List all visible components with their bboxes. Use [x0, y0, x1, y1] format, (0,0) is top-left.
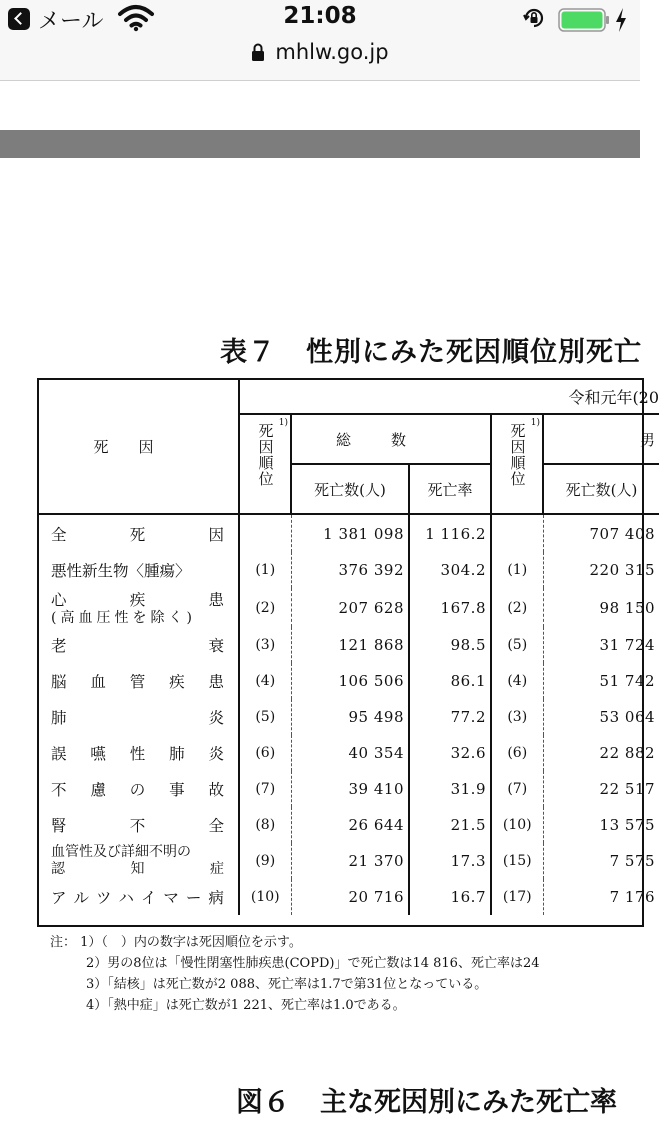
cause-char: 疾	[129, 591, 146, 609]
cause-char: 肺	[51, 709, 67, 727]
battery-level	[562, 12, 603, 29]
header-cause: 死因	[39, 380, 239, 514]
male-deaths-cell: 220 315	[543, 552, 659, 588]
total-deaths-cell: 26 644	[291, 807, 409, 843]
header-male: 男	[543, 414, 659, 464]
cause-char: 衰	[208, 637, 224, 655]
total-deaths-cell: 376 392	[291, 552, 409, 588]
cause-sub: (高血圧性を除く)	[51, 610, 196, 626]
cause-name	[51, 778, 238, 800]
total-rank-cell: (3)	[239, 627, 291, 663]
table-number: 表７	[220, 337, 276, 368]
header-male-rank	[491, 414, 543, 514]
male-rank-cell: (5)	[507, 637, 528, 653]
total-rank-cell: (10)	[239, 879, 291, 915]
cause-char: 患	[208, 591, 224, 609]
total-rate-cell: 17.3	[409, 843, 491, 879]
cause-char: ツ	[95, 889, 112, 907]
figure-title	[236, 1080, 617, 1119]
table-notes	[50, 932, 640, 1016]
header-row-1	[39, 380, 659, 414]
figure-number: 図６	[236, 1087, 290, 1118]
cause-cell	[39, 663, 239, 699]
clock: 21:08	[283, 3, 357, 29]
male-rank-cell: (3)	[507, 709, 528, 725]
male-deaths-cell: 707 408	[543, 514, 659, 552]
table-title-text: 性別にみた死因順位別死亡	[306, 337, 642, 368]
header-rank-label-male: 死因順位	[508, 423, 527, 487]
cause-char: 血	[90, 673, 106, 691]
total-rate-cell: 32.6	[409, 735, 491, 771]
cause-cell	[39, 699, 239, 735]
cause-char: 不	[129, 817, 146, 835]
male-rank-cell: (17)	[502, 889, 532, 905]
address-bar[interactable]	[0, 40, 640, 64]
cause-char: イ	[140, 889, 157, 907]
male-deaths-cell: 7 176	[543, 879, 659, 915]
male-rank-cell: (4)	[507, 673, 528, 689]
total-rank-cell: (6)	[239, 735, 291, 771]
total-deaths-cell: 20 716	[291, 879, 409, 915]
male-rank-cell: (2)	[507, 599, 528, 616]
page-banner	[0, 130, 640, 158]
cause-char: 嚥	[90, 745, 106, 763]
header-year	[239, 380, 659, 414]
cause-char: 全	[208, 817, 224, 835]
figure-title-text: 主な死因別にみた死亡率	[320, 1087, 617, 1118]
mortality-table-frame	[37, 378, 659, 927]
cause-char: 症	[210, 861, 224, 877]
male-deaths-cell: 98 150	[543, 588, 659, 627]
cause-char: 患	[208, 673, 224, 691]
lock-icon	[251, 43, 265, 61]
cause-char: 悪性新生物〈腫瘍〉	[51, 562, 191, 580]
table-row	[39, 588, 659, 627]
total-rank-cell: (8)	[239, 807, 291, 843]
total-rank-cell: (7)	[239, 771, 291, 807]
cause-char: ー	[185, 889, 202, 907]
male-rank-cell: (7)	[507, 781, 528, 797]
male-rank-cell	[491, 514, 543, 552]
table-body	[39, 514, 659, 915]
cause-char: 疾	[169, 673, 185, 691]
cause-char: 老	[51, 637, 67, 655]
rotation-lock-icon	[522, 6, 546, 30]
note-2: 2）男の8位は「慢性閉塞性肺疾患(COPD)」で死亡数は14 816、死亡率は24	[86, 956, 540, 971]
cause-cell	[39, 771, 239, 807]
cause-name	[51, 634, 238, 656]
table-row	[39, 771, 659, 807]
cause-char: 慮	[90, 781, 106, 799]
cause-char: ハ	[118, 889, 134, 907]
cause-char: 脳	[51, 673, 67, 691]
total-deaths-cell: 1 381 098	[291, 514, 409, 552]
cause-cell	[39, 843, 239, 879]
cause-name	[51, 523, 238, 545]
table-row	[39, 843, 659, 879]
male-rank-cell: (15)	[502, 853, 532, 869]
cause-line-1: 血管性及び詳細不明の	[51, 844, 191, 860]
cause-char: 全	[51, 525, 67, 544]
cause-name	[51, 814, 238, 836]
table-row	[39, 663, 659, 699]
header-year-text: 令和元年(20	[568, 388, 659, 407]
cause-cell	[39, 735, 239, 771]
cause-name	[51, 559, 238, 581]
cause-char: 管	[129, 673, 146, 691]
total-deaths-cell: 121 868	[291, 627, 409, 663]
total-rate-cell: 86.1	[409, 663, 491, 699]
table-row	[39, 879, 659, 915]
male-deaths-cell: 7 575	[543, 843, 659, 879]
table-row	[39, 552, 659, 588]
cause-char: 心	[51, 591, 67, 609]
header-male-deaths: 死亡数(人)	[543, 464, 659, 514]
table-row	[39, 699, 659, 735]
male-rank-cell: (1)	[507, 562, 528, 578]
total-rank-cell: (5)	[239, 699, 291, 735]
cause-name	[51, 670, 238, 692]
status-bar	[0, 0, 640, 81]
male-deaths-cell: 22 517	[543, 771, 659, 807]
cause-char: の	[129, 781, 146, 799]
total-rank-cell: (2)	[239, 588, 291, 627]
header-rate: 死亡率	[409, 464, 491, 514]
back-to-mail-link[interactable]: メール	[38, 9, 104, 34]
total-deaths-cell: 106 506	[291, 663, 409, 699]
total-rate-cell: 77.2	[409, 699, 491, 735]
total-rate-cell: 304.2	[409, 552, 491, 588]
total-deaths-cell: 21 370	[291, 843, 409, 879]
note-1	[50, 932, 640, 953]
total-deaths-cell: 95 498	[291, 699, 409, 735]
note-3: 3）「結核」は死亡数が2 088、死亡率は1.7で第31位となっている。	[86, 977, 488, 992]
total-rank-cell: (1)	[239, 552, 291, 588]
cause-char: 死	[129, 525, 146, 544]
cause-cell	[39, 807, 239, 843]
cause-name	[51, 706, 238, 728]
cause-cell	[39, 552, 239, 588]
cause-char: 故	[208, 781, 224, 799]
note-4: 4）「熱中症」は死亡数が1 221、死亡率は1.0である。	[86, 998, 406, 1013]
total-rate-cell: 98.5	[409, 627, 491, 663]
cause-name	[51, 588, 238, 610]
total-rank-cell: (9)	[239, 843, 291, 879]
cause-char: 病	[208, 889, 224, 907]
table-title	[220, 330, 642, 369]
cause-char: ル	[73, 889, 89, 907]
cause-char: 性	[129, 745, 146, 763]
male-deaths-cell: 13 575	[543, 807, 659, 843]
cause-name	[51, 886, 238, 908]
cause-char: 炎	[208, 709, 224, 727]
header-deaths: 死亡数(人)	[291, 464, 409, 514]
total-deaths-cell: 39 410	[291, 771, 409, 807]
total-deaths-cell: 207 628	[291, 588, 409, 627]
notes-label: 注：	[50, 935, 77, 950]
male-deaths-cell: 22 882	[543, 735, 659, 771]
cause-char: 腎	[51, 817, 67, 835]
mortality-table	[39, 380, 659, 915]
cause-char: ア	[51, 889, 67, 907]
header-total: 総数	[291, 414, 491, 464]
table-row	[39, 627, 659, 663]
total-rate-cell: 1 116.2	[409, 514, 491, 552]
cause-cell	[39, 879, 239, 915]
header-rank-label: 死因順位	[256, 423, 275, 487]
male-deaths-cell: 51 742	[543, 663, 659, 699]
male-rank-cell: (6)	[507, 745, 528, 761]
charging-icon	[614, 7, 628, 33]
header-rank-note-male: 1)	[530, 418, 540, 428]
cause-cell	[39, 588, 239, 627]
header-total-rank	[239, 414, 291, 514]
total-rank-cell	[239, 514, 291, 552]
note-1-text: 1）（ ）内の数字は死因順位を示す。	[80, 935, 302, 950]
total-rate-cell: 16.7	[409, 879, 491, 915]
cause-cell	[39, 514, 239, 552]
cause-char: 不	[51, 781, 67, 799]
table-row	[39, 735, 659, 771]
cause-char: 炎	[208, 745, 224, 763]
male-deaths-cell: 53 064	[543, 699, 659, 735]
cause-char: マ	[163, 889, 179, 907]
cause-char: 認	[51, 861, 65, 877]
table-row	[39, 807, 659, 843]
total-rate-cell: 21.5	[409, 807, 491, 843]
total-rank-cell: (4)	[239, 663, 291, 699]
male-rank-cell: (10)	[502, 817, 532, 833]
cause-char: 知	[130, 861, 145, 877]
cause-char: 誤	[51, 745, 67, 763]
cause-cell	[39, 627, 239, 663]
header-rank-note: 1)	[278, 418, 288, 428]
cause-char: 肺	[169, 745, 185, 763]
total-rate-cell: 31.9	[409, 771, 491, 807]
cause-name	[51, 861, 238, 878]
url-text: mhlw.go.jp	[275, 40, 389, 64]
table-row	[39, 514, 659, 552]
total-deaths-cell: 40 354	[291, 735, 409, 771]
male-deaths-cell: 31 724	[543, 627, 659, 663]
cause-char: 因	[208, 525, 224, 544]
total-rate-cell: 167.8	[409, 588, 491, 627]
battery-icon	[558, 8, 610, 32]
cause-char: 事	[169, 781, 185, 799]
cause-name	[51, 742, 238, 764]
